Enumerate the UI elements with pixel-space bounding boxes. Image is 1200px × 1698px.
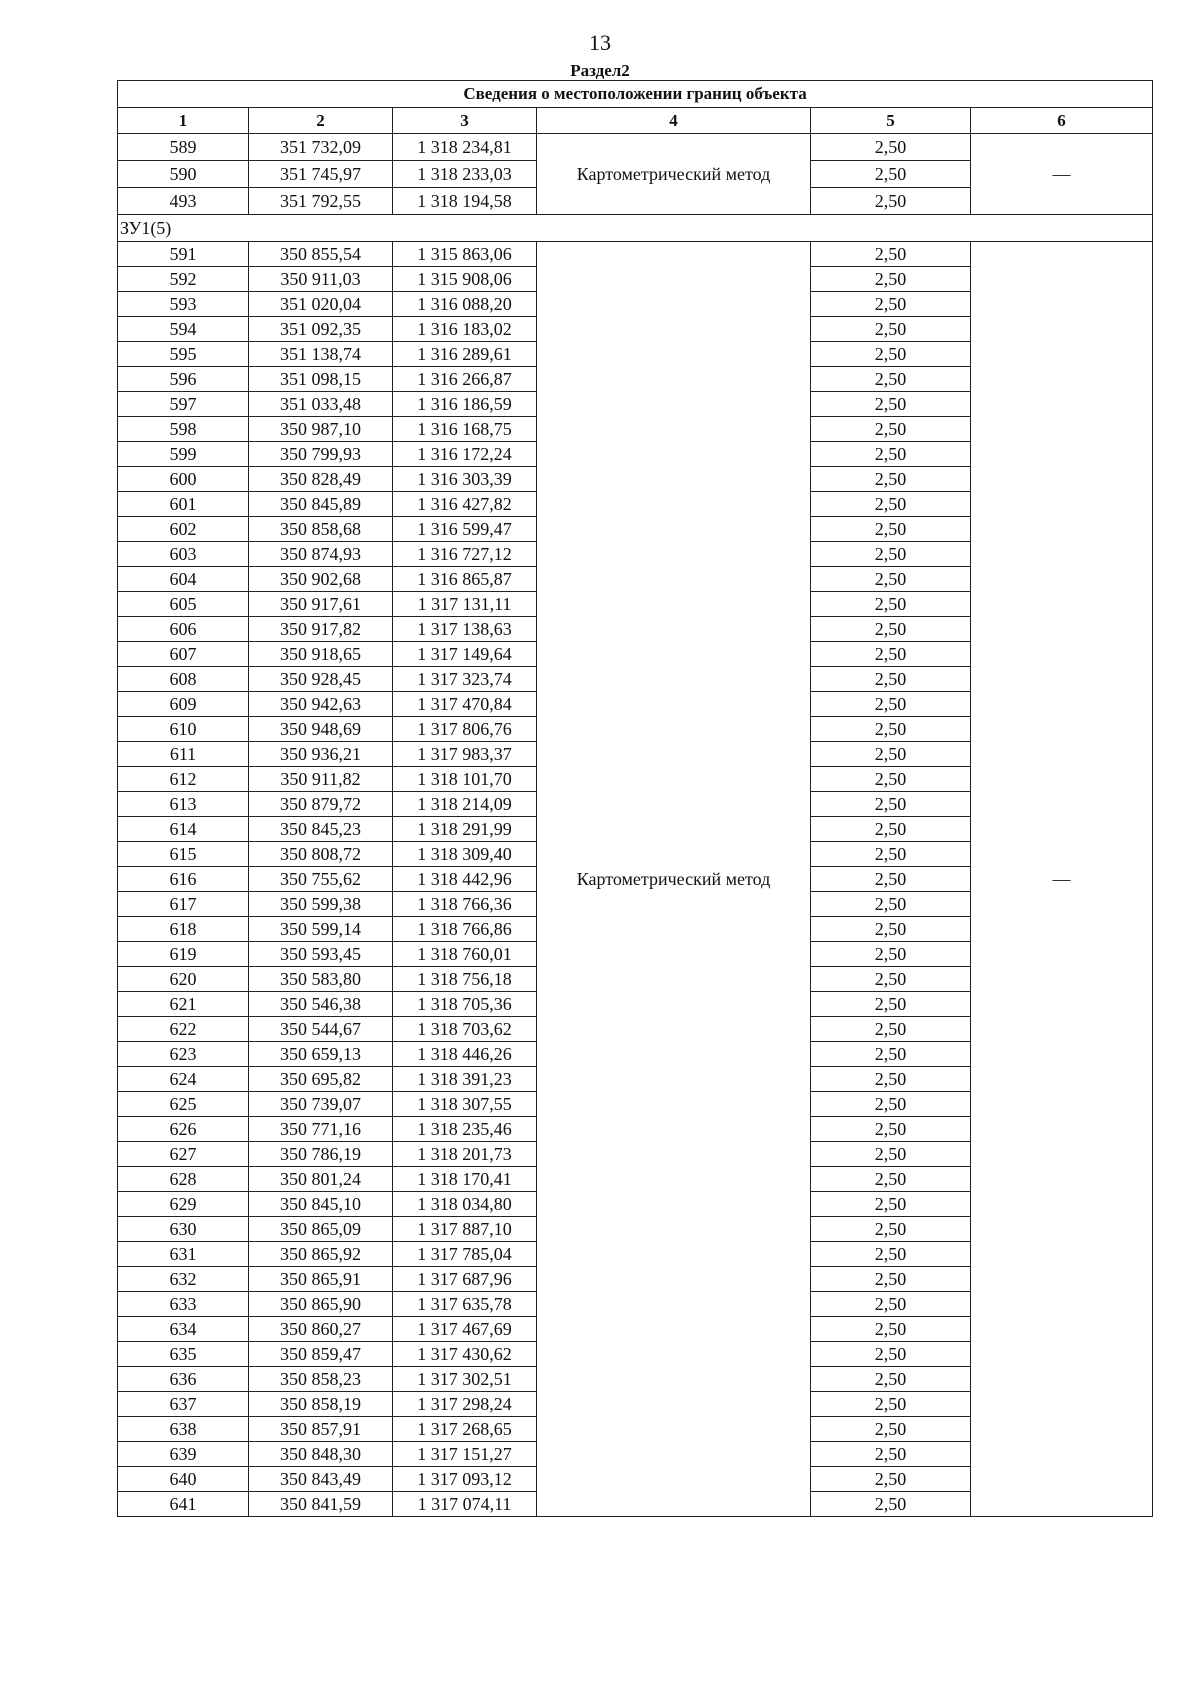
y-coordinate: 1 317 785,04 xyxy=(393,1242,537,1267)
y-coordinate: 1 318 446,26 xyxy=(393,1042,537,1067)
x-coordinate: 350 918,65 xyxy=(249,642,393,667)
point-number: 596 xyxy=(118,367,249,392)
x-coordinate: 350 599,38 xyxy=(249,892,393,917)
x-coordinate: 350 593,45 xyxy=(249,942,393,967)
y-coordinate: 1 317 887,10 xyxy=(393,1217,537,1242)
y-coordinate: 1 317 470,84 xyxy=(393,692,537,717)
accuracy-value: 2,50 xyxy=(811,1492,971,1517)
y-coordinate: 1 317 268,65 xyxy=(393,1417,537,1442)
y-coordinate: 1 318 233,03 xyxy=(393,161,537,188)
x-coordinate: 351 033,48 xyxy=(249,392,393,417)
point-number: 621 xyxy=(118,992,249,1017)
y-coordinate: 1 318 201,73 xyxy=(393,1142,537,1167)
x-coordinate: 350 771,16 xyxy=(249,1117,393,1142)
y-coordinate: 1 316 088,20 xyxy=(393,292,537,317)
point-number: 606 xyxy=(118,617,249,642)
y-coordinate: 1 316 266,87 xyxy=(393,367,537,392)
x-coordinate: 350 911,82 xyxy=(249,767,393,792)
point-number: 589 xyxy=(118,134,249,161)
x-coordinate: 350 859,47 xyxy=(249,1342,393,1367)
point-number: 603 xyxy=(118,542,249,567)
point-number: 633 xyxy=(118,1292,249,1317)
y-coordinate: 1 316 183,02 xyxy=(393,317,537,342)
accuracy-value: 2,50 xyxy=(811,642,971,667)
y-coordinate: 1 318 309,40 xyxy=(393,842,537,867)
y-coordinate: 1 316 427,82 xyxy=(393,492,537,517)
point-number: 635 xyxy=(118,1342,249,1367)
boundary-coordinates-table xyxy=(117,80,1153,1517)
accuracy-value: 2,50 xyxy=(811,992,971,1017)
x-coordinate: 350 843,49 xyxy=(249,1467,393,1492)
y-coordinate: 1 318 391,23 xyxy=(393,1067,537,1092)
point-number: 615 xyxy=(118,842,249,867)
x-coordinate: 350 801,24 xyxy=(249,1167,393,1192)
point-number: 590 xyxy=(118,161,249,188)
accuracy-value: 2,50 xyxy=(811,467,971,492)
y-coordinate: 1 317 635,78 xyxy=(393,1292,537,1317)
column-header: 4 xyxy=(537,108,811,134)
accuracy-value: 2,50 xyxy=(811,1167,971,1192)
accuracy-value: 2,50 xyxy=(811,917,971,942)
point-number: 618 xyxy=(118,917,249,942)
accuracy-value: 2,50 xyxy=(811,1342,971,1367)
y-coordinate: 1 318 194,58 xyxy=(393,188,537,215)
x-coordinate: 351 792,55 xyxy=(249,188,393,215)
point-number: 591 xyxy=(118,242,249,267)
point-number: 602 xyxy=(118,517,249,542)
y-coordinate: 1 317 983,37 xyxy=(393,742,537,767)
accuracy-value: 2,50 xyxy=(811,1417,971,1442)
x-coordinate: 350 599,14 xyxy=(249,917,393,942)
y-coordinate: 1 317 687,96 xyxy=(393,1267,537,1292)
x-coordinate: 350 755,62 xyxy=(249,867,393,892)
y-coordinate: 1 318 101,70 xyxy=(393,767,537,792)
y-coordinate: 1 318 756,18 xyxy=(393,967,537,992)
y-coordinate: 1 318 766,86 xyxy=(393,917,537,942)
accuracy-value: 2,50 xyxy=(811,1142,971,1167)
y-coordinate: 1 318 234,81 xyxy=(393,134,537,161)
x-coordinate: 350 911,03 xyxy=(249,267,393,292)
x-coordinate: 350 855,54 xyxy=(249,242,393,267)
table-row xyxy=(118,242,1153,267)
x-coordinate: 351 732,09 xyxy=(249,134,393,161)
y-coordinate: 1 316 168,75 xyxy=(393,417,537,442)
x-coordinate: 350 858,23 xyxy=(249,1367,393,1392)
x-coordinate: 350 544,67 xyxy=(249,1017,393,1042)
accuracy-value: 2,50 xyxy=(811,867,971,892)
accuracy-value: 2,50 xyxy=(811,1467,971,1492)
x-coordinate: 350 786,19 xyxy=(249,1142,393,1167)
x-coordinate: 350 948,69 xyxy=(249,717,393,742)
point-number: 607 xyxy=(118,642,249,667)
x-coordinate: 351 745,97 xyxy=(249,161,393,188)
x-coordinate: 350 987,10 xyxy=(249,417,393,442)
y-coordinate: 1 318 766,36 xyxy=(393,892,537,917)
point-number: 595 xyxy=(118,342,249,367)
x-coordinate: 351 098,15 xyxy=(249,367,393,392)
group-label-row xyxy=(118,215,1153,242)
accuracy-value: 2,50 xyxy=(811,1017,971,1042)
point-number: 632 xyxy=(118,1267,249,1292)
accuracy-value: 2,50 xyxy=(811,1092,971,1117)
y-coordinate: 1 316 172,24 xyxy=(393,442,537,467)
point-number: 623 xyxy=(118,1042,249,1067)
accuracy-value: 2,50 xyxy=(811,1392,971,1417)
accuracy-value: 2,50 xyxy=(811,367,971,392)
y-coordinate: 1 318 307,55 xyxy=(393,1092,537,1117)
point-number: 617 xyxy=(118,892,249,917)
point-number: 631 xyxy=(118,1242,249,1267)
group-b-rows xyxy=(118,215,1153,1517)
point-number: 627 xyxy=(118,1142,249,1167)
x-coordinate: 350 808,72 xyxy=(249,842,393,867)
point-number: 641 xyxy=(118,1492,249,1517)
point-number: 637 xyxy=(118,1392,249,1417)
method-cell: Картометрический метод xyxy=(537,134,811,215)
point-number: 609 xyxy=(118,692,249,717)
y-coordinate: 1 317 138,63 xyxy=(393,617,537,642)
y-coordinate: 1 318 034,80 xyxy=(393,1192,537,1217)
accuracy-value: 2,50 xyxy=(811,392,971,417)
accuracy-value: 2,50 xyxy=(811,667,971,692)
point-number: 599 xyxy=(118,442,249,467)
x-coordinate: 350 936,21 xyxy=(249,742,393,767)
column-header-row xyxy=(118,108,1153,134)
accuracy-value: 2,50 xyxy=(811,342,971,367)
point-number: 613 xyxy=(118,792,249,817)
point-number: 619 xyxy=(118,942,249,967)
accuracy-value: 2,50 xyxy=(811,1292,971,1317)
accuracy-value: 2,50 xyxy=(811,767,971,792)
point-number: 636 xyxy=(118,1367,249,1392)
accuracy-value: 2,50 xyxy=(811,442,971,467)
accuracy-value: 2,50 xyxy=(811,842,971,867)
y-coordinate: 1 318 705,36 xyxy=(393,992,537,1017)
accuracy-value: 2,50 xyxy=(811,717,971,742)
y-coordinate: 1 315 863,06 xyxy=(393,242,537,267)
accuracy-value: 2,50 xyxy=(811,1217,971,1242)
accuracy-value: 2,50 xyxy=(811,1067,971,1092)
y-coordinate: 1 318 214,09 xyxy=(393,792,537,817)
accuracy-value: 2,50 xyxy=(811,1192,971,1217)
point-number: 624 xyxy=(118,1067,249,1092)
x-coordinate: 350 879,72 xyxy=(249,792,393,817)
accuracy-value: 2,50 xyxy=(811,242,971,267)
y-coordinate: 1 316 289,61 xyxy=(393,342,537,367)
point-number: 610 xyxy=(118,717,249,742)
accuracy-value: 2,50 xyxy=(811,1117,971,1142)
point-number: 604 xyxy=(118,567,249,592)
accuracy-value: 2,50 xyxy=(811,567,971,592)
accuracy-value: 2,50 xyxy=(811,742,971,767)
x-coordinate: 350 928,45 xyxy=(249,667,393,692)
x-coordinate: 350 865,90 xyxy=(249,1292,393,1317)
x-coordinate: 350 902,68 xyxy=(249,567,393,592)
accuracy-value: 2,50 xyxy=(811,1442,971,1467)
y-coordinate: 1 318 170,41 xyxy=(393,1167,537,1192)
accuracy-value: 2,50 xyxy=(811,161,971,188)
accuracy-value: 2,50 xyxy=(811,1367,971,1392)
x-coordinate: 350 857,91 xyxy=(249,1417,393,1442)
point-number: 614 xyxy=(118,817,249,842)
group-label: ЗУ1(5) xyxy=(118,215,1153,242)
accuracy-value: 2,50 xyxy=(811,188,971,215)
x-coordinate: 350 858,68 xyxy=(249,517,393,542)
x-coordinate: 350 583,80 xyxy=(249,967,393,992)
accuracy-value: 2,50 xyxy=(811,817,971,842)
accuracy-value: 2,50 xyxy=(811,134,971,161)
x-coordinate: 350 917,82 xyxy=(249,617,393,642)
accuracy-value: 2,50 xyxy=(811,417,971,442)
accuracy-value: 2,50 xyxy=(811,1242,971,1267)
accuracy-value: 2,50 xyxy=(811,1317,971,1342)
x-coordinate: 350 841,59 xyxy=(249,1492,393,1517)
accuracy-value: 2,50 xyxy=(811,1042,971,1067)
x-coordinate: 351 020,04 xyxy=(249,292,393,317)
x-coordinate: 350 739,07 xyxy=(249,1092,393,1117)
x-coordinate: 350 917,61 xyxy=(249,592,393,617)
x-coordinate: 350 799,93 xyxy=(249,442,393,467)
x-coordinate: 350 942,63 xyxy=(249,692,393,717)
column-header: 1 xyxy=(118,108,249,134)
point-number: 601 xyxy=(118,492,249,517)
x-coordinate: 351 138,74 xyxy=(249,342,393,367)
point-number: 616 xyxy=(118,867,249,892)
point-number: 605 xyxy=(118,592,249,617)
note-cell: — xyxy=(971,134,1153,215)
point-number: 493 xyxy=(118,188,249,215)
point-number: 622 xyxy=(118,1017,249,1042)
y-coordinate: 1 316 727,12 xyxy=(393,542,537,567)
column-header: 5 xyxy=(811,108,971,134)
point-number: 608 xyxy=(118,667,249,692)
x-coordinate: 350 848,30 xyxy=(249,1442,393,1467)
table-title: Сведения о местоположении границ объекта xyxy=(118,81,1153,108)
y-coordinate: 1 317 131,11 xyxy=(393,592,537,617)
y-coordinate: 1 318 291,99 xyxy=(393,817,537,842)
y-coordinate: 1 317 323,74 xyxy=(393,667,537,692)
x-coordinate: 350 845,23 xyxy=(249,817,393,842)
accuracy-value: 2,50 xyxy=(811,517,971,542)
accuracy-value: 2,50 xyxy=(811,592,971,617)
accuracy-value: 2,50 xyxy=(811,492,971,517)
y-coordinate: 1 315 908,06 xyxy=(393,267,537,292)
point-number: 594 xyxy=(118,317,249,342)
point-number: 600 xyxy=(118,467,249,492)
point-number: 626 xyxy=(118,1117,249,1142)
y-coordinate: 1 317 806,76 xyxy=(393,717,537,742)
note-cell: — xyxy=(971,242,1153,1517)
x-coordinate: 350 828,49 xyxy=(249,467,393,492)
x-coordinate: 350 845,10 xyxy=(249,1192,393,1217)
y-coordinate: 1 317 302,51 xyxy=(393,1367,537,1392)
y-coordinate: 1 317 093,12 xyxy=(393,1467,537,1492)
point-number: 612 xyxy=(118,767,249,792)
x-coordinate: 350 874,93 xyxy=(249,542,393,567)
x-coordinate: 350 865,92 xyxy=(249,1242,393,1267)
y-coordinate: 1 316 599,47 xyxy=(393,517,537,542)
x-coordinate: 350 860,27 xyxy=(249,1317,393,1342)
point-number: 592 xyxy=(118,267,249,292)
y-coordinate: 1 317 430,62 xyxy=(393,1342,537,1367)
section-label: Раздел2 xyxy=(570,61,630,80)
x-coordinate: 350 865,09 xyxy=(249,1217,393,1242)
accuracy-value: 2,50 xyxy=(811,317,971,342)
accuracy-value: 2,50 xyxy=(811,617,971,642)
x-coordinate: 351 092,35 xyxy=(249,317,393,342)
point-number: 629 xyxy=(118,1192,249,1217)
point-number: 638 xyxy=(118,1417,249,1442)
page-number: 13 xyxy=(589,30,611,55)
y-coordinate: 1 318 235,46 xyxy=(393,1117,537,1142)
y-coordinate: 1 318 703,62 xyxy=(393,1017,537,1042)
accuracy-value: 2,50 xyxy=(811,942,971,967)
group-a-rows xyxy=(118,134,1153,215)
x-coordinate: 350 659,13 xyxy=(249,1042,393,1067)
point-number: 597 xyxy=(118,392,249,417)
accuracy-value: 2,50 xyxy=(811,792,971,817)
y-coordinate: 1 317 151,27 xyxy=(393,1442,537,1467)
point-number: 639 xyxy=(118,1442,249,1467)
y-coordinate: 1 317 467,69 xyxy=(393,1317,537,1342)
accuracy-value: 2,50 xyxy=(811,892,971,917)
y-coordinate: 1 317 074,11 xyxy=(393,1492,537,1517)
column-header: 3 xyxy=(393,108,537,134)
x-coordinate: 350 858,19 xyxy=(249,1392,393,1417)
point-number: 634 xyxy=(118,1317,249,1342)
y-coordinate: 1 317 149,64 xyxy=(393,642,537,667)
x-coordinate: 350 695,82 xyxy=(249,1067,393,1092)
x-coordinate: 350 546,38 xyxy=(249,992,393,1017)
point-number: 598 xyxy=(118,417,249,442)
y-coordinate: 1 318 760,01 xyxy=(393,942,537,967)
y-coordinate: 1 318 442,96 xyxy=(393,867,537,892)
y-coordinate: 1 316 865,87 xyxy=(393,567,537,592)
accuracy-value: 2,50 xyxy=(811,692,971,717)
point-number: 630 xyxy=(118,1217,249,1242)
accuracy-value: 2,50 xyxy=(811,267,971,292)
point-number: 593 xyxy=(118,292,249,317)
method-cell: Картометрический метод xyxy=(537,242,811,1517)
x-coordinate: 350 865,91 xyxy=(249,1267,393,1292)
x-coordinate: 350 845,89 xyxy=(249,492,393,517)
point-number: 611 xyxy=(118,742,249,767)
accuracy-value: 2,50 xyxy=(811,292,971,317)
accuracy-value: 2,50 xyxy=(811,967,971,992)
accuracy-value: 2,50 xyxy=(811,542,971,567)
column-header: 6 xyxy=(971,108,1153,134)
point-number: 640 xyxy=(118,1467,249,1492)
y-coordinate: 1 316 186,59 xyxy=(393,392,537,417)
point-number: 628 xyxy=(118,1167,249,1192)
table-row xyxy=(118,134,1153,161)
y-coordinate: 1 317 298,24 xyxy=(393,1392,537,1417)
point-number: 620 xyxy=(118,967,249,992)
accuracy-value: 2,50 xyxy=(811,1267,971,1292)
column-header: 2 xyxy=(249,108,393,134)
point-number: 625 xyxy=(118,1092,249,1117)
y-coordinate: 1 316 303,39 xyxy=(393,467,537,492)
